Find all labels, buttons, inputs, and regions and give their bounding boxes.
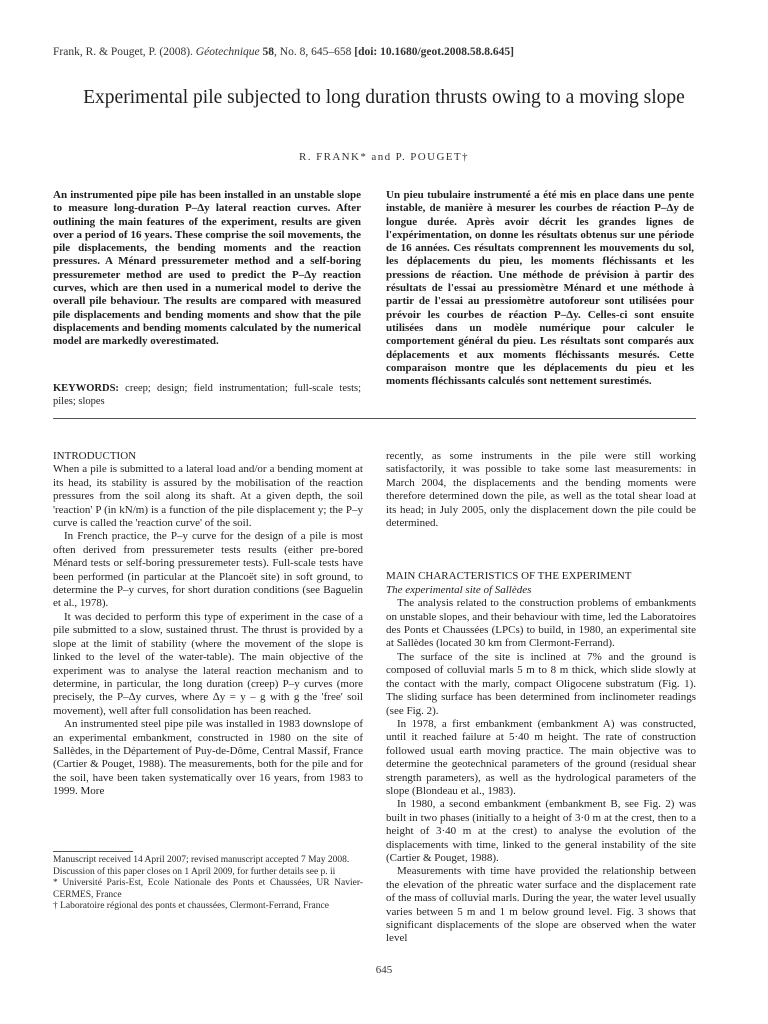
citation-doi[interactable]: [doi: 10.1680/geot.2008.58.8.645] <box>354 46 514 58</box>
paragraph: The surface of the site is inclined at 7% and the ground is composed of colluvial marls 5 m to 8 m thick, which slide slowly at the contact with the marly, compact Oligocene substratum (Fig. 1). The sliding surface has been determined from inclinometer readings (see Fig. 2). <box>386 650 696 717</box>
citation-journal: Géotechnique <box>195 46 260 58</box>
paragraph: In 1978, a first embankment (embankment A) was constructed, until it reached failure at 5·40 m height. The rate of construction followed usual earth moving practice. The main objective was to determine the geotechnical parameters of the ground (residual shear strength parameters), as well as the hydrological parameters of the slope (Blondeau et al., 1983). <box>386 717 696 797</box>
paragraph: When a pile is submitted to a lateral load and/or a bending moment at its head, its stability is assured by the mobilisation of the reaction pressures from the soil along its shaft. At a given depth, the soil 'reaction' P (in kN/m) is a function of the pile displacement y; the P–y curve is called the 'reaction curve' of the soil. <box>53 463 363 530</box>
paper-title: Experimental pile subjected to long duration thrusts owing to a moving slope <box>83 87 685 108</box>
footnotes <box>53 855 363 913</box>
citation-line <box>53 45 713 59</box>
page-number: 645 <box>375 964 393 976</box>
footnote: * Université Paris-Est, Ecole Nationale des Ponts et Chaussées, UR Navier-CERMES, France <box>53 878 363 900</box>
spacer <box>386 530 696 570</box>
paragraph: In 1980, a second embankment (embankment B, see Fig. 2) was built in two phases (initially to a height of 3·0 m at the crest, then to a height of 3·40 m at the crest) to analyse the evolution of the displacements with time, linked to the general instability of the site (Cartier & Pouget, 1988). <box>386 798 696 864</box>
footnote: Discussion of this paper closes on 1 April 2009, for further details see p. ii <box>53 866 336 877</box>
keywords <box>53 382 361 408</box>
abstract-french: Un pieu tubulaire instrumenté a été mis en place dans une pente instable, de manière à mesurer les courbes de réaction P–Δy de longue durée. Après avoir décrit les grandes lignes de l'expérimentation, on donne les résultats obtenus sur une période de 16 années. Ces résultats comprennent les mouvements du sol, les déplacements du pieu, les moments fléchissants et les pressions de réaction. Une méthode de prévision à partir des résultats de l'essai au pressiomètre Ménard et une méthode à partir de l'essai au pressiomètre autoforeur sont utilisées pour prévoir les courbes de réaction P–Δy. Celles-ci sont ensuite utilisées dans un modèle numérique pour calculer le comportement général du pieu. Les résultats sont comparés aux déplacements et aux moments fléchissants mesurés. Cette comparaison montre que les déplacements du pieu et les moments fléchissants calculés sont nettement surestimés. <box>386 189 694 388</box>
authors: R. FRANK* and P. POUGET† <box>299 151 469 163</box>
subsection-heading: The experimental site of Sallèdes <box>386 583 532 596</box>
footnote: Manuscript received 14 April 2007; revised manuscript accepted 7 May 2008. <box>53 855 350 865</box>
paragraph: An instrumented steel pipe pile was installed in 1983 downslope of an experimental embankment, constructed in 1980 on the site of Sallèdes, in the Département of Puy-de-Dôme, Central Massif, France (Cartier & Pouget, 1988). The measurements, both for the pile and for the soil, have been taken systematically over 16 years, from 1983 to 1999. More <box>53 718 363 798</box>
keywords-list: creep; design; field instrumentation; full-scale tests; piles; slopes <box>53 383 361 407</box>
citation-prefix: Frank, R. & Pouget, P. (2008). <box>53 46 196 58</box>
paragraph-continuation: recently, as some instruments in the pile were still working satisfactorily, it was possible to take some last measurements: in March 2004, the displacements and the bending moments were therefore determined down the pile, as well as the total shear load at its head; in July 2005, only the displacement down the pile could be determined. <box>386 450 696 530</box>
section-heading-introduction: INTRODUCTION <box>53 450 137 462</box>
citation-rest: , No. 8, 645–658 <box>274 46 355 58</box>
footnote: † Laboratoire régional des ponts et chaussées, Clermont-Ferrand, France <box>53 901 329 911</box>
paragraph: The analysis related to the construction problems of embankments on unstable slopes, and their behaviour with time, led the Laboratoires des Ponts et Chaussées (LPCs) to build, in 1980, an experimental site at Sallèdes (located 30 km from Clermont-Ferrand). <box>386 597 696 650</box>
section-heading-main-characteristics: MAIN CHARACTERISTICS OF THE EXPERIMENT <box>386 570 632 583</box>
right-column <box>386 450 696 946</box>
paragraph: It was decided to perform this type of experiment in the case of a pile submitted to a slow, sustained thrust. The thrust is provided by a slope at the limit of stability (where the movement of the slope is linked to the level of the water-table). The main objective of the experiment was to analyse the lateral reaction mechanism and to determine, in particular, the long duration (creep) P–y curves (more precisely, the P–Δy curves, where Δy = y – g with g the 'free' soil movement), well after full consolidation has been reached. <box>53 610 363 717</box>
abstract-english: An instrumented pipe pile has been installed in an unstable slope to measure long-duration P–Δy lateral reaction curves. After outlining the main features of the experiment, results are given over a period of 16 years. These comprise the soil movements, the pile displacements, the bending moments and the reaction pressures. A Ménard pressuremeter method and a self-boring pressuremeter method are used to predict the P–Δy reaction curves, which are then used in a numerical model to derive the overall pile behaviour. The results are compared with measured pile displacements and bending moments and show that the pile displacements and bending moments calculated by the numerical model are markedly overestimated. <box>53 189 361 348</box>
footnote-divider <box>53 851 133 852</box>
left-column <box>53 450 363 799</box>
keywords-label: KEYWORDS: <box>53 383 119 394</box>
section-divider <box>53 418 696 419</box>
citation-volume: 58 <box>262 46 275 58</box>
paragraph: Measurements with time have provided the relationship between the elevation of the phreatic water surface and the displacement rate of the mass of colluvial marls. During the year, the water level usually varies between 5 m and 1 m below ground level. Fig. 3 shows that significant displacements of the slope are observed when the water level <box>386 865 696 945</box>
paragraph: In French practice, the P–y curve for the design of a pile is most often derived from pressuremeter tests results (either pre-bored Ménard tests or self-boring pressuremeter tests). Full-scale tests have been performed (in particular at the Plancoët site) in soft ground, to determine the P–y curves, for short duration conditions (see Baguelin et al., 1978). <box>53 530 363 610</box>
